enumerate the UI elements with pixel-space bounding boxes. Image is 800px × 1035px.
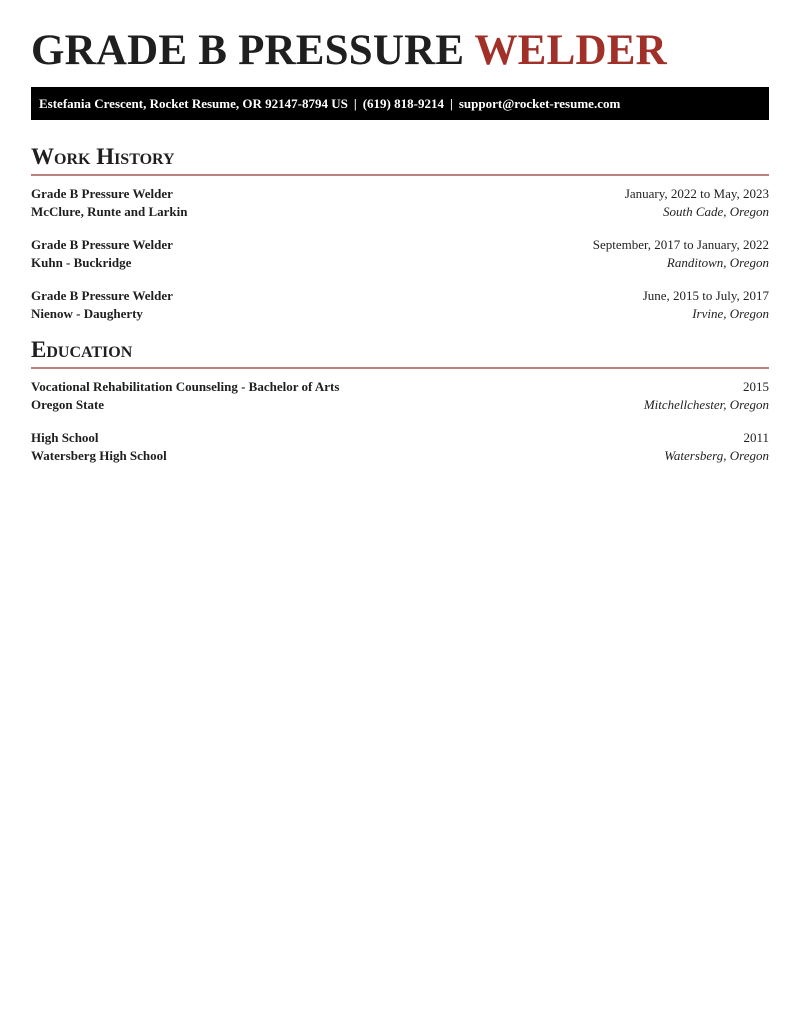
contact-bar [31, 87, 769, 120]
degree: Vocational Rehabilitation Counseling - Bachelor of Arts [31, 379, 340, 394]
job-location: Irvine, Oregon [692, 306, 769, 321]
job-dates: January, 2022 to May, 2023 [624, 186, 769, 201]
job-dates: June, 2015 to July, 2017 [642, 288, 769, 303]
school: Watersberg High School [31, 448, 167, 463]
title-main: GRADE B PRESSURE [31, 27, 465, 74]
edu-year: 2015 [743, 379, 769, 394]
edu-location: Mitchellchester, Oregon [643, 397, 769, 412]
job-location: Randitown, Oregon [666, 255, 769, 270]
contact-email: support@rocket-resume.com [458, 96, 621, 111]
work-history-heading: Work History [31, 144, 769, 176]
education-entry [31, 378, 769, 414]
separator: | [449, 96, 453, 111]
company: Nienow - Daugherty [31, 306, 143, 321]
company: McClure, Runte and Larkin [31, 204, 188, 219]
work-entry [31, 185, 769, 221]
edu-location: Watersberg, Oregon [664, 448, 769, 463]
work-entry [31, 236, 769, 272]
job-location: South Cade, Oregon [662, 204, 769, 219]
work-entry [31, 287, 769, 323]
contact-phone: (619) 818-9214 [362, 96, 444, 111]
degree: High School [31, 430, 99, 445]
school: Oregon State [31, 397, 105, 412]
education-heading: Education [31, 337, 769, 369]
job-dates: September, 2017 to January, 2022 [592, 237, 769, 252]
education-entry [31, 429, 769, 465]
title-accent: WELDER [474, 27, 667, 74]
contact-address: Estefania Crescent, Rocket Resume, OR 92147-8794 US [39, 96, 348, 111]
edu-year: 2011 [743, 430, 769, 445]
separator: | [353, 96, 357, 111]
company: Kuhn - Buckridge [31, 255, 132, 270]
job-title: Grade B Pressure Welder [31, 186, 173, 201]
job-title: Grade B Pressure Welder [31, 237, 173, 252]
job-title: Grade B Pressure Welder [31, 288, 173, 303]
resume-title [31, 0, 769, 74]
